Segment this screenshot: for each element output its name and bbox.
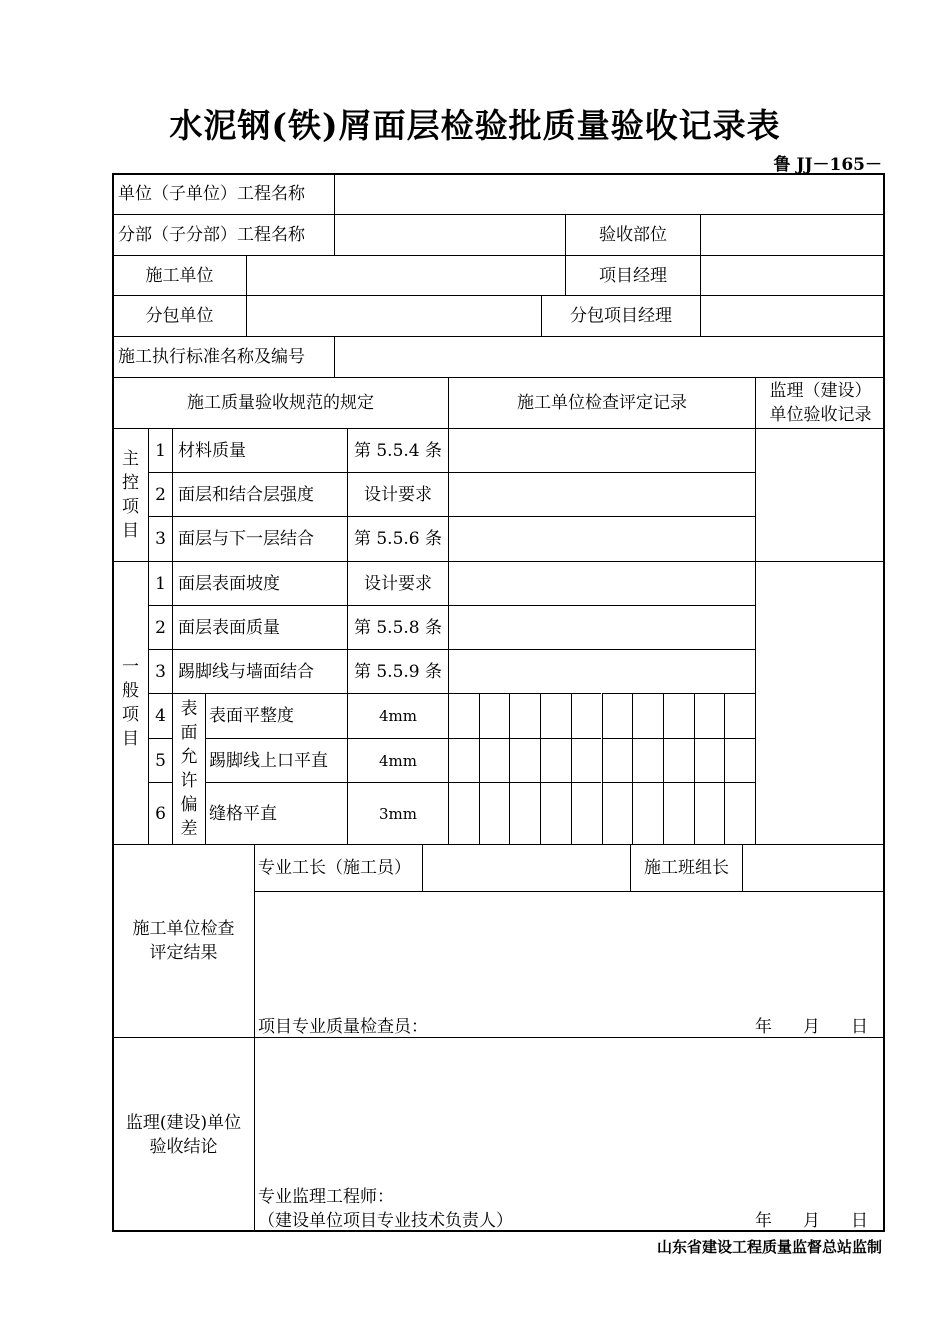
page-title: 水泥钢(铁)屑面层检验批质量验收记录表: [169, 106, 781, 145]
supervisor-record-line2: 单位验收记录: [769, 405, 872, 425]
measurement-cell[interactable]: [540, 782, 571, 844]
deviation-item-no: 5: [148, 738, 172, 782]
contractor-label: 施工单位: [113, 255, 246, 295]
general-item-name: 面层表面坡度: [172, 561, 347, 605]
measurement-cell[interactable]: [602, 738, 633, 782]
form-code: 鲁 JJ－165－: [773, 155, 882, 175]
deviation-item-rule: 3mm: [347, 782, 448, 844]
standard-field[interactable]: [334, 336, 885, 377]
contractor-field[interactable]: [246, 255, 565, 295]
measurement-cell[interactable]: [632, 693, 663, 738]
general-item-record[interactable]: [448, 561, 755, 605]
measurement-cell[interactable]: [509, 738, 540, 782]
engineer-label: 专业监理工程师：: [258, 1187, 394, 1207]
main-item-rule: 第 5.5.6 条: [347, 516, 448, 561]
deviation-item-name: 踢脚线上口平直: [205, 738, 347, 782]
general-item-no: 1: [148, 561, 172, 605]
deviation-item-name: 表面平整度: [205, 693, 347, 738]
team-leader-label: 施工班组长: [630, 844, 742, 891]
date-month: 月: [803, 1017, 820, 1037]
date-day: 日: [851, 1017, 868, 1037]
general-item-rule: 第 5.5.8 条: [347, 605, 448, 649]
date-day: 日: [851, 1211, 868, 1231]
sub-project-manager-label: 分包项目经理: [541, 295, 700, 336]
team-leader-field[interactable]: [742, 844, 885, 891]
unit-project-label: 单位（子单位）工程名称: [118, 184, 305, 204]
measurement-cell[interactable]: [540, 693, 571, 738]
main-item-name: 面层与下一层结合: [172, 516, 347, 561]
measurement-cell[interactable]: [479, 693, 510, 738]
footer-issuer: 山东省建设工程质量监督总站监制: [656, 1238, 882, 1256]
measurement-cell[interactable]: [571, 738, 602, 782]
main-item-no: 1: [148, 428, 172, 472]
measurement-cell[interactable]: [724, 738, 755, 782]
deviation-item-no: 4: [148, 693, 172, 738]
measurement-cell[interactable]: [632, 782, 663, 844]
project-manager-label: 项目经理: [565, 255, 700, 295]
general-item-rule: 设计要求: [347, 561, 448, 605]
foreman-field[interactable]: [422, 844, 630, 891]
measurement-cell[interactable]: [602, 693, 633, 738]
main-control-group-label: 主 控 项 目: [113, 428, 148, 561]
measurement-cell[interactable]: [448, 738, 479, 782]
measurement-cell[interactable]: [694, 693, 725, 738]
sub-project-field[interactable]: [334, 214, 565, 255]
measurement-cell[interactable]: [479, 738, 510, 782]
acceptance-part-field[interactable]: [700, 214, 885, 255]
general-item-no: 3: [148, 649, 172, 693]
contractor-result-label: 施工单位检查 评定结果: [113, 844, 254, 1037]
standard-label: 施工执行标准名称及编号: [113, 336, 334, 377]
general-item-no: 2: [148, 605, 172, 649]
inspector-label: 项目专业质量检查员：: [258, 1017, 428, 1037]
main-item-rule: 设计要求: [347, 472, 448, 516]
foreman-label: 专业工长（施工员）: [254, 844, 422, 891]
deviation-item-name: 缝格平直: [205, 782, 347, 844]
measurement-cell[interactable]: [724, 693, 755, 738]
date-year: 年: [755, 1017, 772, 1037]
measurement-cell[interactable]: [694, 782, 725, 844]
deviation-item-rule: 4mm: [347, 738, 448, 782]
supervisor-record-line1: 监理（建设）: [769, 381, 872, 401]
measurement-cell[interactable]: [724, 782, 755, 844]
measurement-cell[interactable]: [663, 693, 694, 738]
measurement-cell[interactable]: [509, 693, 540, 738]
date-year: 年: [755, 1211, 772, 1231]
contractor-record-column-header: 施工单位检查评定记录: [448, 377, 755, 428]
general-item-name: 踢脚线与墙面结合: [172, 649, 347, 693]
measurement-cell[interactable]: [479, 782, 510, 844]
main-item-no: 3: [148, 516, 172, 561]
measurement-cell[interactable]: [448, 693, 479, 738]
main-item-record[interactable]: [448, 472, 755, 516]
supervisor-record-column-header: [755, 377, 885, 428]
spec-column-header: 施工质量验收规范的规定: [113, 377, 448, 428]
measurement-cell[interactable]: [540, 738, 571, 782]
main-item-rule: 第 5.5.4 条: [347, 428, 448, 472]
main-item-name: 材料质量: [172, 428, 347, 472]
measurement-cell[interactable]: [602, 782, 633, 844]
main-item-name: 面层和结合层强度: [172, 472, 347, 516]
general-item-rule: 第 5.5.9 条: [347, 649, 448, 693]
supervisor-result-label: 监理(建设)单位 验收结论: [113, 1037, 254, 1231]
general-item-record[interactable]: [448, 649, 755, 693]
acceptance-part-label: 验收部位: [565, 214, 700, 255]
measurement-cell[interactable]: [571, 782, 602, 844]
measurement-cell[interactable]: [663, 738, 694, 782]
measurement-cell[interactable]: [509, 782, 540, 844]
measurement-cell[interactable]: [663, 782, 694, 844]
owner-label: （建设单位项目专业技术负责人）: [258, 1211, 513, 1231]
general-supervisor-record[interactable]: [755, 561, 885, 844]
general-group-label: 一 般 项 目: [113, 561, 148, 844]
deviation-group-label: 表 面 允 许 偏 差: [172, 693, 205, 844]
measurement-cell[interactable]: [632, 738, 663, 782]
main-item-record[interactable]: [448, 428, 755, 472]
sub-project-label: 分部（子分部）工程名称: [113, 214, 334, 255]
deviation-item-no: 6: [148, 782, 172, 844]
subcontractor-field[interactable]: [246, 295, 541, 336]
measurement-cell[interactable]: [448, 782, 479, 844]
deviation-item-rule: 4mm: [347, 693, 448, 738]
general-item-name: 面层表面质量: [172, 605, 347, 649]
main-control-supervisor-record[interactable]: [755, 428, 885, 561]
project-manager-field[interactable]: [700, 255, 885, 295]
general-item-record[interactable]: [448, 605, 755, 649]
main-item-record[interactable]: [448, 516, 755, 561]
date-month: 月: [803, 1211, 820, 1231]
unit-project-field[interactable]: [334, 174, 885, 214]
sub-project-manager-field[interactable]: [700, 295, 885, 336]
measurement-cell[interactable]: [571, 693, 602, 738]
main-item-no: 2: [148, 472, 172, 516]
measurement-cell[interactable]: [694, 738, 725, 782]
subcontractor-label: 分包单位: [113, 295, 246, 336]
